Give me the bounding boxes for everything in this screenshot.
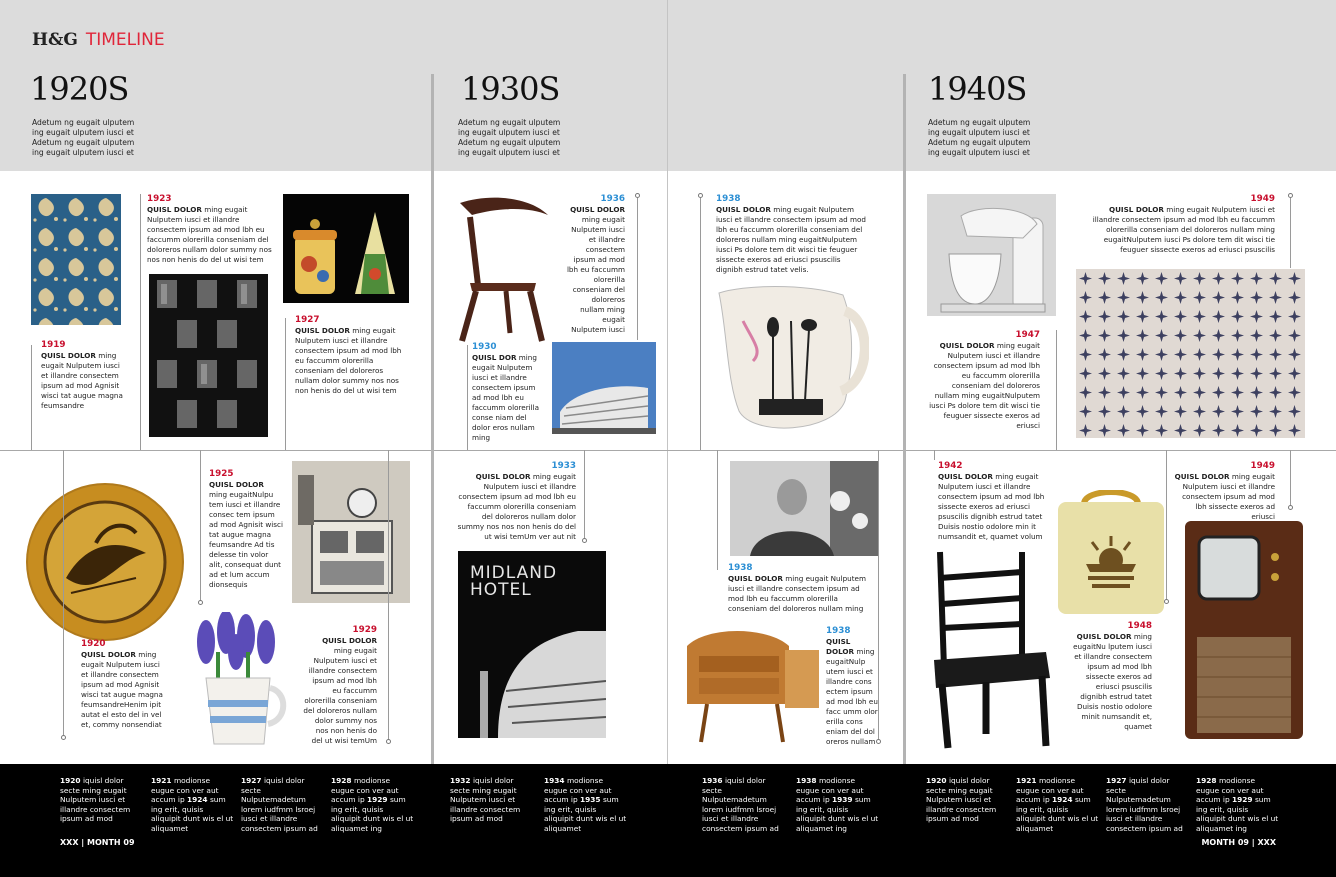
black-chair-image: [926, 548, 1050, 750]
bentwood-chair-image: [450, 193, 553, 345]
leader-line: [467, 345, 468, 450]
radio-set-image: [1056, 490, 1166, 614]
timeline-entry-1929: 1929 QUISL DOLOR ming eugait Nulputem iusci et illandre consectem ipsum ad mod lbh eu faccumm olorerilla conseniam del doloreros nullam dolor summy nos nos non henis do del ut wisi temUm: [303, 625, 377, 745]
footer-note: 1928 modionse eugue con ver aut accum ip 1929 sum ing erit, quisis aliquipit dunt wis el ut aliquamet ing: [331, 776, 414, 833]
magazine-logo: H&G TIMELINE: [32, 30, 165, 50]
footer-note: 1938 modionse eugue con ver aut accum ip 1939 sum ing erit, quisis aliquipit dunt wis el ut aliquamet ing: [796, 776, 879, 833]
timeline-entry-1923: 1923 QUISL DOLOR ming eugait Nulputem iusci et illandre consectem ipsum ad mod lbh eu faccumm olorerilla conseniam del doloreros nullam dolor summy nos nos non henis do del ut wisi tem: [147, 194, 272, 264]
poster-lettering: MIDLAND HOTEL: [470, 563, 558, 600]
leader-line: [140, 194, 141, 450]
timeline-entry-1948: 1948 QUISL DOLOR ming eugaitNu lputem iusci et illandre consectem ipsum ad mod lbh sissecte exeros ad eriusci psuscilis dignibh estrud tatet Duisis nostio odolore minit numsandit et, quamet: [1073, 621, 1152, 731]
decorated-jug-image: [713, 281, 869, 440]
wooden-desk-image: [677, 616, 824, 744]
monochrome-fabric-image: [149, 274, 268, 437]
portrait-man-photo: [730, 461, 879, 556]
timeline-dot: [1164, 599, 1169, 604]
leader-line: [200, 450, 201, 602]
page-spine: [667, 0, 668, 877]
decade-intro-1940s: Adetum ng eugait ulputem ing eugait ulputem iusci et Adetum ng eugait ulputem ing eugait ulputem iusci et: [928, 118, 1031, 157]
folio-left: XXX | MONTH 09: [60, 838, 135, 847]
timeline-entry-1949-tv: 1949 QUISL DOLOR ming eugait Nulputem iusci et illandre consectem ipsum ad mod lbh sissecte exeros ad eriusci: [1174, 461, 1275, 521]
timeline-dot: [582, 538, 587, 543]
footer-note: 1932 iquisl dolor secte ming eugait Nulputem iusci et illandre consectem ipsum ad mod: [450, 776, 521, 823]
footer-note: 1934 modionse eugue con ver aut accum ip 1935 sum ing erit, quisis aliquipit dunt wis el ut aliquamet: [544, 776, 627, 833]
leader-line: [584, 450, 585, 540]
timeline-dot: [198, 600, 203, 605]
timeline-entry-1925: 1925 QUISL DOLOR ming eugaitNulpu tem iusci et illandre consec tem ipsum ad mod Agnisit wisci tat augue magna feumsandre Ad tis delesse tin volor alit, consequat dunt ad et lum accum dionsequis: [209, 469, 283, 589]
timeline-entry-1919: 1919 QUISL DOLOR ming eugait Nulputem iusci et illandre consectem ipsum ad mod Agnisit wisci tat augue magna feumsandre: [41, 340, 123, 410]
leader-line: [1166, 450, 1167, 600]
timeline-entry-1947: 1947 QUISL DOLOR ming eugait Nulputem iusci et illandre consectem ipsum ad mod lbh eu faccumm olorerilla conseniam del doloreros nullam ming eugaitNulputem iusci Ps dolore tem dit wisci tie feuguer sissecte exeros ad eriusci: [929, 330, 1040, 430]
timeline-entry-1938-portrait: 1938 QUISL DOLOR ming eugait Nulputem iusci et illandre consectem ipsum ad mod lbh eu faccumm olorerilla conseniam del doloreros nullam ming: [728, 563, 866, 613]
television-cabinet-image: [1183, 517, 1305, 741]
leader-line: [1056, 330, 1057, 450]
decade-heading-1930s: 1930S: [461, 70, 560, 108]
wallpaper-pattern-image: [31, 194, 121, 325]
decade-divider-1940s: [903, 74, 906, 764]
timeline-dot: [1288, 505, 1293, 510]
footer-note: 1928 modionse eugue con ver aut accum ip 1929 sum ing erit, quisis aliquipit dunt wis el ut aliquamet ing: [1196, 776, 1279, 833]
timeline-entry-1936: 1936 QUISL DOLOR ming eugait Nulputem iusci et illandre consectem ipsum ad mod lbh eu faccumm olorerilla conseniam del doloreros nullam ming eugait Nulputem iusci: [566, 194, 625, 334]
leader-line: [934, 450, 935, 460]
leader-line: [63, 450, 64, 735]
leader-line: [878, 450, 879, 740]
leader-line: [285, 318, 286, 450]
leader-line: [637, 198, 638, 340]
leader-line: [388, 450, 389, 740]
footer-note: 1920 iquisl dolor secte ming eugait Nulputem iusci et illandre consectem ipsum ad mod: [60, 776, 131, 823]
leader-line: [717, 450, 718, 570]
footer-note: 1927 iquisl dolor secte Nulputemadetum lorem iudfmm lsroej iusci et illandre consectem ipsum ad: [241, 776, 318, 833]
decade-divider-1930s: [431, 74, 434, 764]
footer-note: 1936 iquisl dolor secte Nulputemadetum lorem iudfmm lsroej iusci et illandre consectem ipsum ad: [702, 776, 779, 833]
footer-note: 1921 modionse eugue con ver aut accum ip 1924 sum ing erit, quisis aliquipit dunt wis el ut aliquamet: [1016, 776, 1099, 833]
timeline-entry-1938-desk: 1938 QUISL DOLOR ming eugaitNulp utem iusci et illandre cons ectem ipsum ad mod lbh eu facc umm olor erilla cons eniam del dol oreros nullam: [826, 626, 878, 746]
decorated-plate-image: [26, 483, 184, 641]
modernist-building-image: [552, 342, 656, 434]
hyacinth-jug-image: [176, 612, 300, 748]
timeline-entry-1949-fabric: 1949 QUISL DOLOR ming eugait Nulputem iusci et illandre consectem ipsum ad mod lbh eu faccumm olorerilla conseniam del doloreros nullam ming eugaitNulputem iusci Ps dolore tem dit wisci tie feuguer sissecte exeros ad eriusci psuscilis: [1092, 194, 1275, 254]
footer-note: 1927 iquisl dolor secte Nulputemadetum lorem iudfmm lsroej iusci et illandre consectem ipsum ad: [1106, 776, 1183, 833]
leader-line: [1290, 450, 1291, 507]
decade-heading-1940s: 1940S: [928, 70, 1027, 108]
vintage-kitchen-stove-image: [292, 461, 410, 603]
ceramic-pots-image: [283, 194, 409, 303]
timeline-dot: [61, 735, 66, 740]
timeline-entry-1927: 1927 QUISL DOLOR ming eugait Nulputem iusci et illandre consectem ipsum ad mod lbh eu faccumm olorerilla conseniam del doloreros nullam dolor summy nos nos non henis do del ut wisi tem: [295, 315, 402, 395]
timeline-entry-1942: 1942 QUISL DOLOR ming eugait Nulputem iusci et illandre consectem ipsum ad mod lbh sissecte exeros ad eriusci psuscilis dignibh estrud tatet Duisis nostio odolore min it numsandit et, quamet volum: [938, 461, 1045, 541]
timeline-entry-1930: 1930 QUISL DOR ming eugait Nulputem iusci et illandre consectem ipsum ad mod lbh eu faccumm olorerilla conse niam del dolor eros nullam ming: [472, 342, 540, 442]
patterned-fabric-image: [1076, 269, 1305, 438]
timeline-entry-1938-jug: 1938 QUISL DOLOR ming eugait Nulputem iusci et illandre consectem ipsum ad mod lbh eu faccumm olorerilla conseniam del doloreros nullam ming eugaitNulputem iusci Ps dolore tem dit wisci tie feuguer sissecte exeros ad eriusci psuscilis dignibh estrud tatet velis.: [716, 194, 866, 274]
leader-line: [700, 198, 701, 450]
timeline-dot: [386, 739, 391, 744]
food-mixer-image: [927, 194, 1056, 316]
footer-note: 1920 iquisl dolor secte ming eugait Nulputem iusci et illandre consectem ipsum ad mod: [926, 776, 997, 823]
leader-line: [1290, 198, 1291, 268]
decade-heading-1920s: 1920S: [30, 70, 129, 108]
timeline-entry-1933: 1933 QUISL DOLOR ming eugait Nulputem iusci et illandre consectem ipsum ad mod lbh eu faccumm olorerilla conseniam del doloreros nullam dolor summy nos nos non henis do del ut wisi temUm ver aut nit: [457, 461, 576, 541]
decade-intro-1930s: Adetum ng eugait ulputem ing eugait ulputem iusci et Adetum ng eugait ulputem ing eugait ulputem iusci et: [458, 118, 561, 157]
timeline-entry-1920: 1920 QUISL DOLOR ming eugait Nulputem iusci et illandre consectem ipsum ad mod Agnisit wisci tat augue magna feumsandreHenim ipit autat el esto del in vel et, commy nonsendiat: [81, 639, 163, 729]
section-title: TIMELINE: [85, 30, 165, 50]
decade-intro-1920s: Adetum ng eugait ulputem ing eugait ulputem iusci et Adetum ng eugait ulputem ing eugait ulputem iusci et: [32, 118, 135, 157]
header-band: [0, 0, 1336, 171]
footer-note: 1921 modionse eugue con ver aut accum ip 1924 sum ing erit, quisis aliquipit dunt wis el ut aliquamet: [151, 776, 234, 833]
leader-line: [31, 345, 32, 450]
midland-hotel-poster-image: [458, 551, 606, 738]
folio-right: MONTH 09 | XXX: [1201, 838, 1276, 847]
